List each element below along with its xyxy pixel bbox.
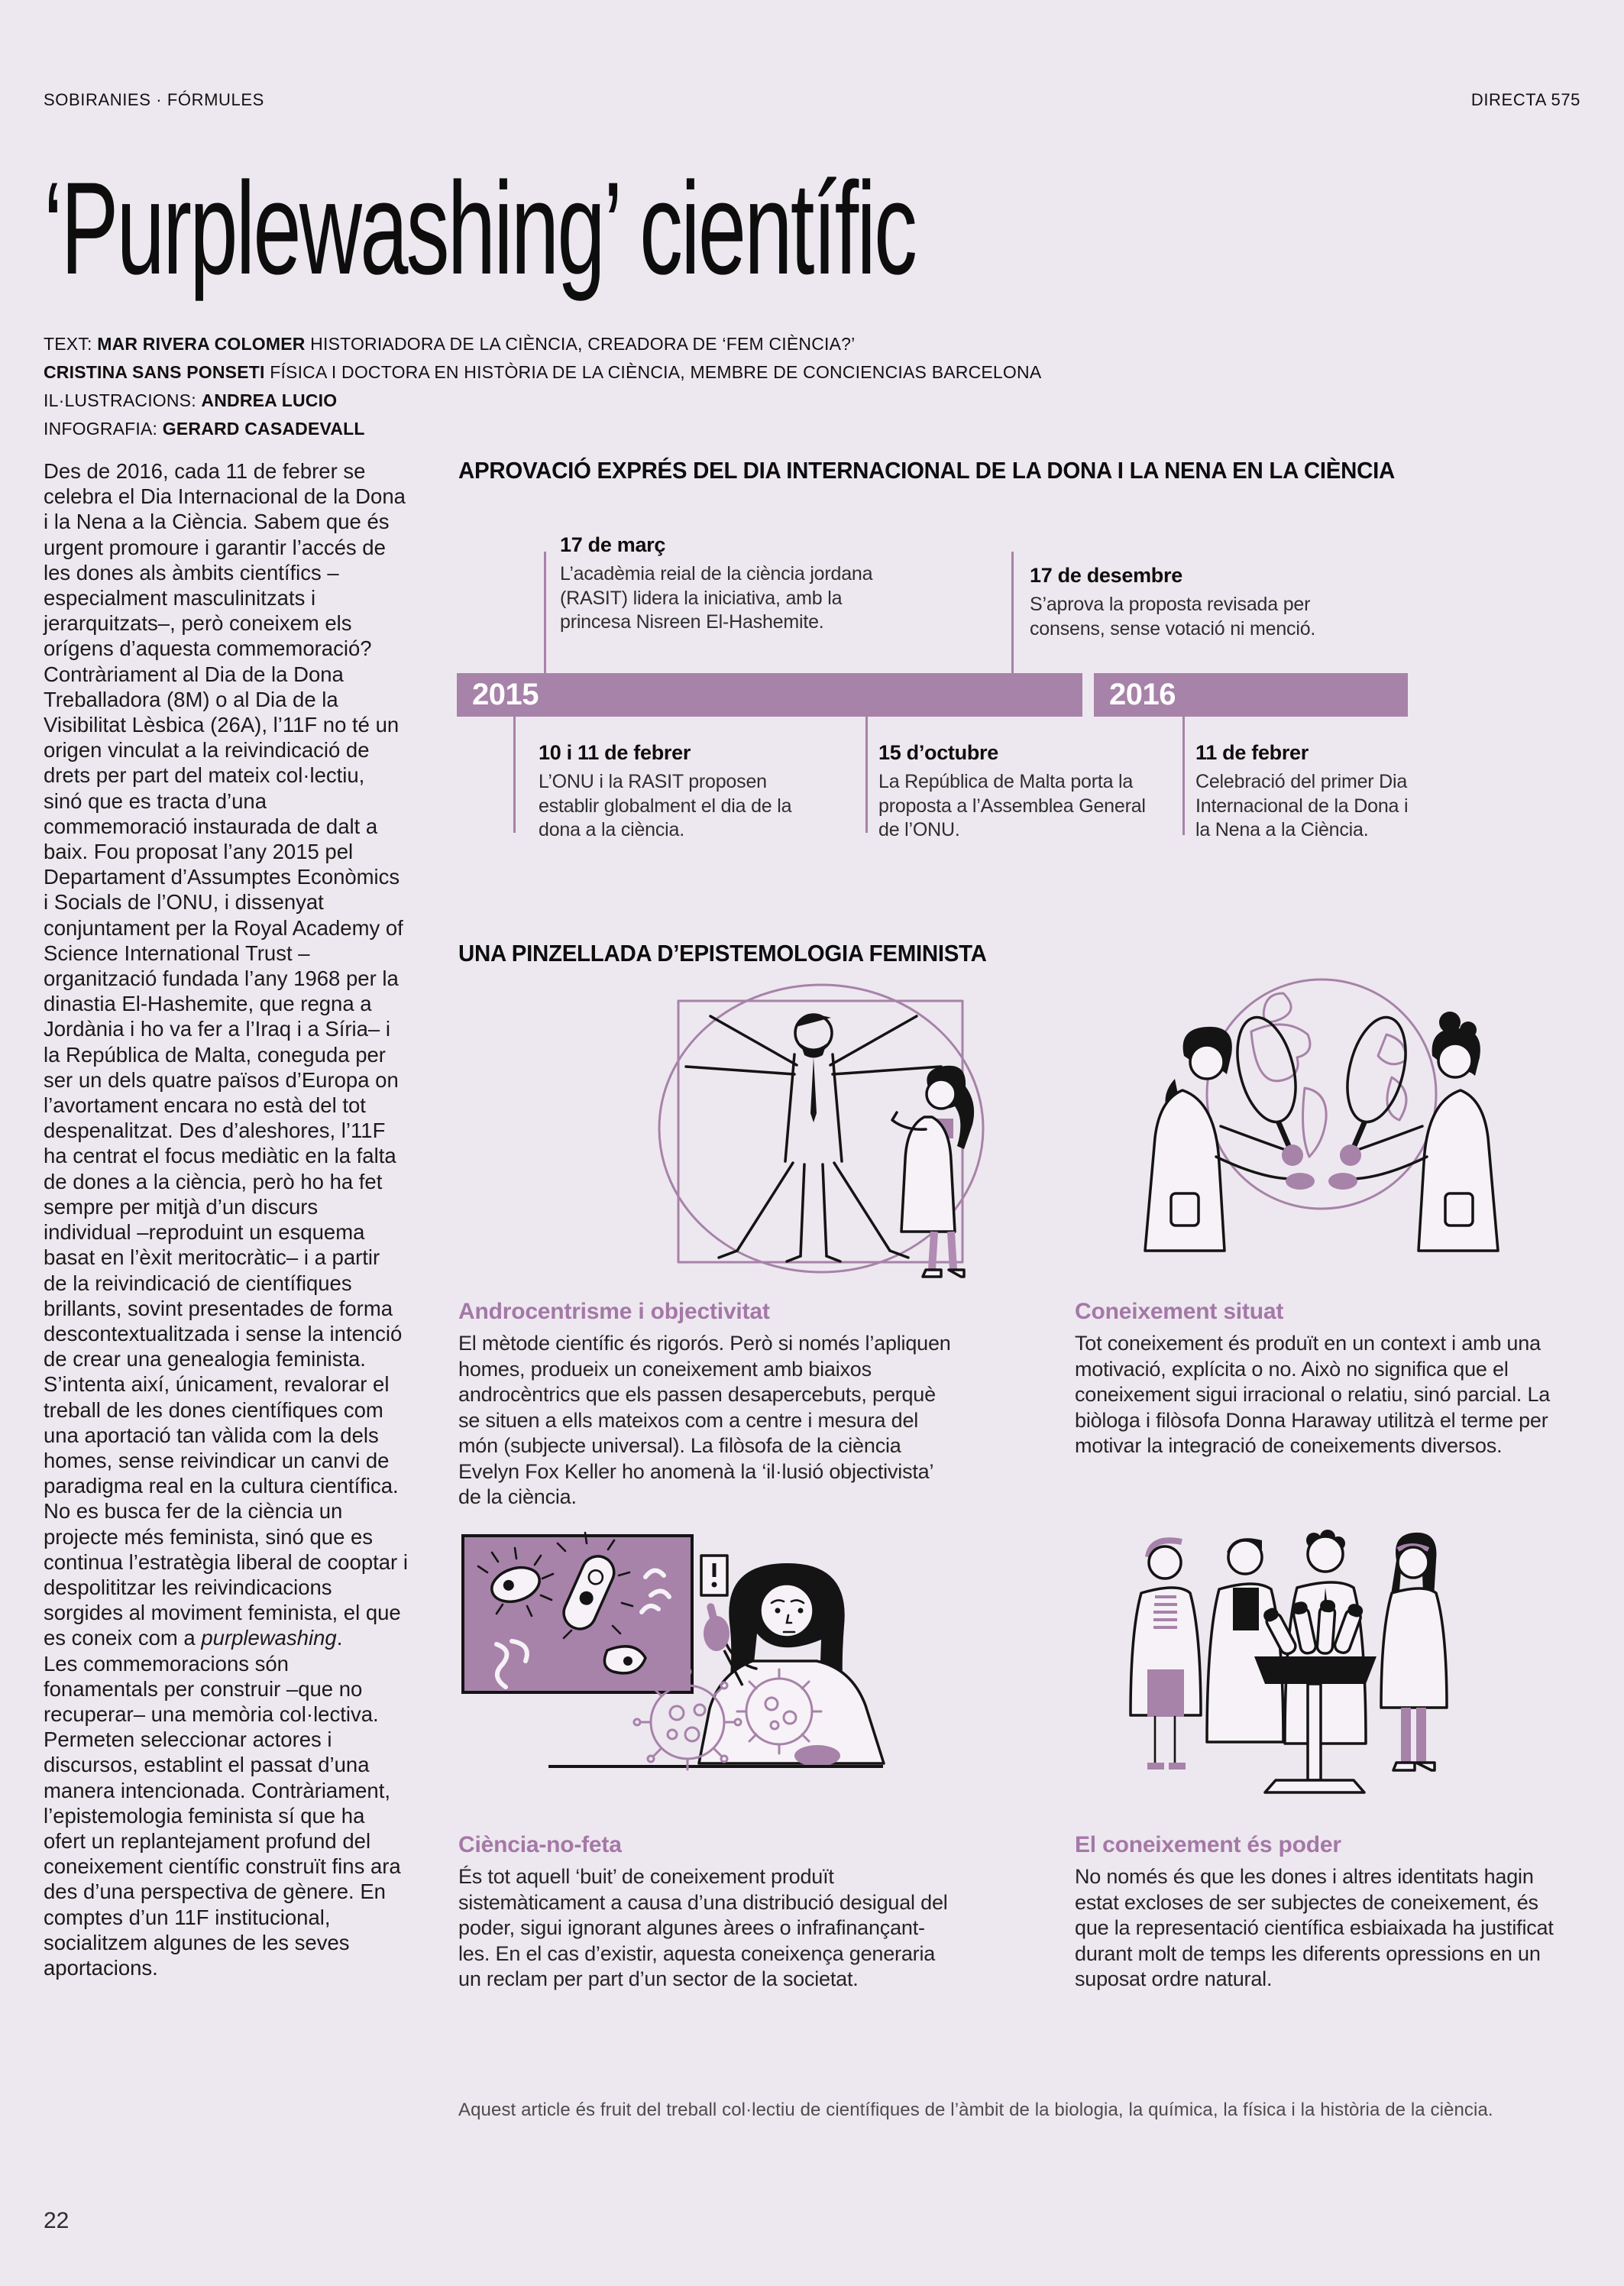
byline <box>44 330 1041 443</box>
intro-column <box>44 458 409 1980</box>
block-heading: Ciència-no-feta <box>458 1832 622 1857</box>
press-conference-illustration <box>1092 1520 1520 1811</box>
byline-line-1 <box>44 330 1041 358</box>
intro-paragraph-2: Les commemoracions són fonamentals per construir –que no recuperar– una memòria col·lectiva. Permeten seleccionar actores i discursos, establint el passat d’una manera intencionada. Contràriament, l’epistemologia feminista sí que ha ofert un replantejament profund del coneixement científic construït fins ara des d’una perspectiva de gènere. En comptes d’un 11F institucional, socialitzem algunes de les seves aportacions. <box>44 1651 401 1980</box>
year-bar-2015 <box>457 673 1082 717</box>
year-label: 2015 <box>472 678 539 711</box>
timeline-tick <box>544 552 546 673</box>
timeline-event-date: 17 de desembre <box>1030 564 1182 587</box>
block-heading: El coneixement és poder <box>1075 1832 1341 1857</box>
block-text: El mètode científic és rigorós. Però si només l’apliquen homes, produeix un coneixement amb biaixos androcèntrics que els passen desapercebuts, perquè se situen a ells mateixos com a centre i mesura del món (subjecte universal). La filòsofa de la ciència Evelyn Fox Keller ho anomenà la ‘il·lusió objectivista’ de la ciència. <box>458 1332 951 1508</box>
timeline-event-text: Celebració del primer Dia Internacional de la Dona i la Nena a la Ciència. <box>1195 771 1409 840</box>
timeline-event <box>1030 564 1320 641</box>
purplewashing-term: purplewashing <box>201 1626 337 1650</box>
byline-label: INFOGRAFIA: <box>44 419 163 439</box>
intro-text: Des de 2016, cada 11 de febrer se celebra el Dia Internacional de la Dona i la Nena a la Ciència. Sabem que és urgent promoure i garantir l’accés de les dones als àmbits científics –especialment masculinitzats i jerarquitzats–, però coneixem els orígens d’aquesta commemoració? Contràriament al Dia de la Dona Treballadora (8M) o al Dia de la Visibilitat Lèsbica (26A), l’11F no té un origen vinculat a la reivindicació de drets per part del mateix col·lectiu, sinó que es tracta d’una commemoració instaurada de dalt a baix. Fou proposat l’any 2015 pel Departament d’Assumptes Econòmics i Socials de l’ONU, i dissenyat conjuntament per la Royal Academy of Science International Trust –organització fundada l’any 1968 per la dinastia El-Hashemite, que regna a Jordània i ho va fer a l’Iraq i a Síria– i la República de Malta, coneguda per ser un dels quatre països d’Europa on l’avortament encara no està del tot despenalitzat. Des d’aleshores, l’11F ha centrat el focus mediàtic en la falta de dones a la ciència, però ho ha fet sempre per mitjà d’un discurs individual –reproduint un esquema basat en l’èxit meritocràtic– i a partir de la reivindicació de científiques brillants, sovint presentades de forma descontextualitzada i sense la intenció de crear una genealogia feminista. S’intenta així, únicament, revalorar el treball de les dones científiques com una aportació tan vàlida com la dels homes, sense reivindicar un canvi de paradigma real en la cultura científica. No es busca fer de la ciència un projecte més feminista, sinó que es continua l’estratègia liberal de cooptar i despolititzar les reivindicacions sorgides al moviment feminista, el que es coneix com a <box>44 459 408 1650</box>
epistemologia-block <box>458 1832 955 1993</box>
microbe-board-illustration <box>458 1530 886 1789</box>
illustrator-name: ANDREA LUCIO <box>201 390 338 410</box>
timeline-event-text: S’aprova la proposta revisada per consens, sense votació ni menció. <box>1030 594 1316 639</box>
author-role: HISTORIADORA DE LA CIÈNCIA, CREADORA DE ‘FEM CIÈNCIA?’ <box>305 334 856 354</box>
author-role: FÍSICA I DOCTORA EN HISTÒRIA DE LA CIÈNCIA, MEMBRE DE CONCIENCIAS BARCELONA <box>264 362 1042 382</box>
epistemologia-block <box>1075 1832 1567 1993</box>
year-label: 2016 <box>1109 678 1176 711</box>
infographic-author-name: GERARD CASADEVALL <box>162 419 365 439</box>
author-name: MAR RIVERA COLOMER <box>97 334 306 354</box>
year-bar-2016 <box>1094 673 1408 717</box>
timeline-section-title: APROVACIÓ EXPRÉS DEL DIA INTERNACIONAL DE LA DONA I LA NENA EN LA CIÈNCIA <box>458 457 1395 484</box>
timeline-event <box>539 741 798 843</box>
byline-label: TEXT: <box>44 334 98 354</box>
timeline-event-text: L’ONU i la RASIT proposen establir globalment el dia de la dona a la ciència. <box>539 771 792 840</box>
timeline-tick <box>865 717 868 833</box>
block-heading: Coneixement situat <box>1075 1299 1284 1324</box>
timeline-event-date: 17 de març <box>560 533 666 556</box>
timeline-tick <box>1182 717 1185 835</box>
vitruvian-scientists-illustration <box>596 979 1069 1281</box>
article-footnote: Aquest article és fruit del treball col·lectiu de científiques de l’àmbit de la biologia, la química, la física i la història de la ciència. <box>458 2100 1493 2120</box>
block-text: Tot coneixement és produït en un context i amb una motivació, explícita o no. Això no significa que el coneixement sigui irracional o relatiu, sinó parcial. La biòloga i filòsofa Donna Haraway utilitzà el terme per motivar la integració de coneixements diversos. <box>1075 1332 1551 1457</box>
issue-number: DIRECTA 575 <box>1470 90 1580 109</box>
byline-line-4 <box>44 415 1041 443</box>
globe-magnifiers-illustration <box>1092 964 1551 1289</box>
timeline-event-date: 10 i 11 de febrer <box>539 741 691 764</box>
timeline-event <box>560 533 888 635</box>
block-text: És tot aquell ‘buit’ de coneixement produït sistemàticament a causa d’una distribució desigual del poder, sigui ignorant algunes àrees o infrafinançant-les. En el cas d’existir, aquesta coneixença generaria un reclam per part d’un sector de la societat. <box>458 1865 948 1990</box>
page-header <box>44 90 1580 110</box>
block-heading: Androcentrisme i objectivitat <box>458 1299 770 1324</box>
timeline-event-text: La República de Malta porta la proposta a l’Assemblea General de l’ONU. <box>878 771 1146 840</box>
page-title: ‘Purplewashing’ científic <box>44 155 916 302</box>
epistemologia-block <box>458 1299 955 1511</box>
epistemologia-section-title: UNA PINZELLADA D’EPISTEMOLOGIA FEMINISTA <box>458 940 987 967</box>
epistemologia-block <box>1075 1299 1567 1459</box>
author-name: CRISTINA SANS PONSETI <box>44 362 265 382</box>
section-kicker: SOBIRANIES · FÓRMULES <box>44 90 264 109</box>
intro-paragraph-1 <box>44 458 409 1651</box>
block-text: No només és que les dones i altres identitats hagin estat excloses de ser subjectes de coneixement, és que la representació científica esbiaixada ha justificat durant molt de temps les diferents opressions en un suposat ordre natural. <box>1075 1865 1554 1990</box>
page-number: 22 <box>44 2208 70 2233</box>
byline-label: IL·LUSTRACIONS: <box>44 390 202 410</box>
timeline-tick <box>1011 552 1014 673</box>
timeline-event-date: 11 de febrer <box>1195 741 1309 764</box>
timeline-event <box>1195 741 1425 843</box>
timeline-event-date: 15 d’octubre <box>878 741 998 764</box>
byline-line-2 <box>44 358 1041 387</box>
intro-text: . <box>336 1626 343 1650</box>
timeline-tick <box>513 717 516 833</box>
timeline-event-text: L’acadèmia reial de la ciència jordana (RASIT) lidera la iniciativa, amb la princesa Nisreen El-Hashemite. <box>560 563 873 633</box>
timeline-event <box>878 741 1153 843</box>
byline-line-3 <box>44 387 1041 415</box>
